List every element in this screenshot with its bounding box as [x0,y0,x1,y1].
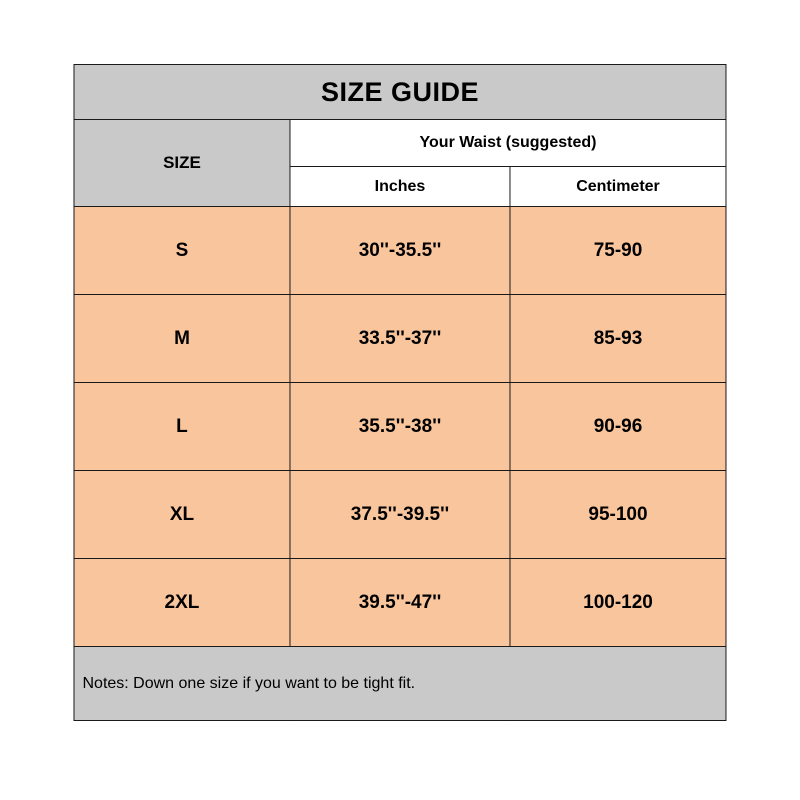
table-row-l [74,383,726,471]
table-row-2xl [74,559,726,647]
size-column-header: SIZE [74,120,290,207]
centimeter-column-header: Centimeter [510,167,726,207]
waist-header: Your Waist (suggested) [290,120,726,167]
centimeter-cell: 100-120 [510,559,726,647]
notes-text: Notes: Down one size if you want to be tight fit. [74,647,726,721]
inches-cell: 37.5''-39.5'' [290,471,510,559]
centimeter-cell: 90-96 [510,383,726,471]
title-row [74,65,726,120]
inches-cell: 35.5''-38'' [290,383,510,471]
size-cell: M [74,295,290,383]
centimeter-cell: 85-93 [510,295,726,383]
size-guide-table-container [73,64,726,721]
table-row-s [74,207,726,295]
table-row-m [74,295,726,383]
centimeter-cell: 75-90 [510,207,726,295]
inches-cell: 39.5''-47'' [290,559,510,647]
inches-column-header: Inches [290,167,510,207]
size-cell: S [74,207,290,295]
waist-header-row [74,120,726,167]
size-cell: 2XL [74,559,290,647]
notes-row [74,647,726,721]
size-cell: XL [74,471,290,559]
table-title: SIZE GUIDE [74,65,726,120]
table-row-xl [74,471,726,559]
size-cell: L [74,383,290,471]
inches-cell: 33.5''-37'' [290,295,510,383]
size-guide-table [73,64,726,721]
centimeter-cell: 95-100 [510,471,726,559]
inches-cell: 30''-35.5'' [290,207,510,295]
